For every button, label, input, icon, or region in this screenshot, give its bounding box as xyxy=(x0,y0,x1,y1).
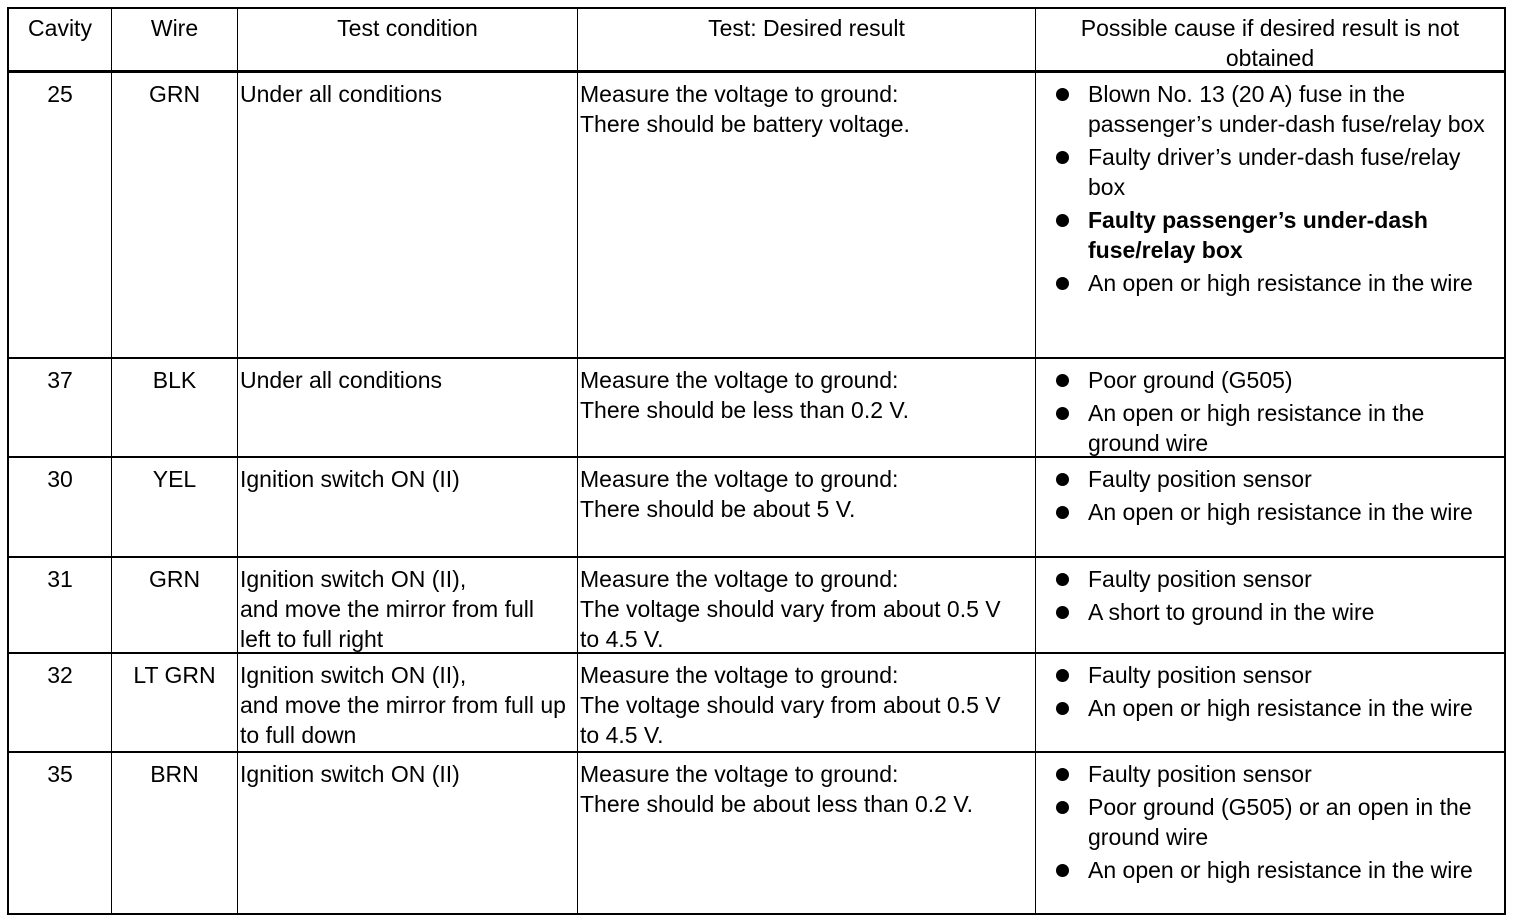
desired-result-cell: Measure the voltage to ground: There should be about less than 0.2 V. xyxy=(578,753,1036,913)
cause-item xyxy=(1036,464,1498,494)
cause-list xyxy=(1036,458,1504,527)
cause-text: An open or high resistance in the wire xyxy=(1088,499,1473,525)
test-condition-cell: Ignition switch ON (II), and move the mirror from full left to full right xyxy=(238,558,578,654)
test-condition-cell: Under all conditions xyxy=(238,73,578,359)
possible-cause-cell xyxy=(1036,558,1504,654)
header-cavity: Cavity xyxy=(9,9,112,73)
cause-list xyxy=(1036,753,1504,885)
bullet-icon xyxy=(1056,702,1069,715)
bullet-icon xyxy=(1056,768,1069,781)
cavity-cell: 35 xyxy=(9,753,112,913)
bullet-icon xyxy=(1056,214,1069,227)
cause-item xyxy=(1036,205,1498,265)
cavity-cell: 25 xyxy=(9,73,112,359)
test-condition-cell: Ignition switch ON (II) xyxy=(238,458,578,558)
bullet-icon xyxy=(1056,573,1069,586)
cause-text: Faulty position sensor xyxy=(1088,761,1312,787)
cause-text: An open or high resistance in the wire xyxy=(1088,695,1473,721)
test-condition-cell: Under all conditions xyxy=(238,359,578,458)
cause-text: An open or high resistance in the ground wire xyxy=(1088,400,1425,456)
cause-list xyxy=(1036,73,1504,298)
cause-item xyxy=(1036,759,1498,789)
cause-item xyxy=(1036,79,1498,139)
desired-result-cell: Measure the voltage to ground: There should be about 5 V. xyxy=(578,458,1036,558)
cause-item xyxy=(1036,660,1498,690)
bullet-icon xyxy=(1056,88,1069,101)
cavity-cell: 32 xyxy=(9,654,112,753)
cause-text: Faulty position sensor xyxy=(1088,662,1312,688)
cause-list xyxy=(1036,359,1504,458)
bullet-icon xyxy=(1056,374,1069,387)
desired-result-cell: Measure the voltage to ground: The voltage should vary from about 0.5 V to 4.5 V. xyxy=(578,654,1036,753)
desired-result-cell: Measure the voltage to ground: The voltage should vary from about 0.5 V to 4.5 V. xyxy=(578,558,1036,654)
header-wire: Wire xyxy=(112,9,238,73)
cavity-cell: 31 xyxy=(9,558,112,654)
test-condition-cell: Ignition switch ON (II) xyxy=(238,753,578,913)
cause-item xyxy=(1036,497,1498,527)
cause-text: A short to ground in the wire xyxy=(1088,599,1375,625)
test-condition-cell: Ignition switch ON (II), and move the mirror from full up to full down xyxy=(238,654,578,753)
cavity-cell: 37 xyxy=(9,359,112,458)
cause-text: Poor ground (G505) or an open in the ground wire xyxy=(1088,794,1472,850)
cause-item xyxy=(1036,564,1498,594)
wire-cell: BRN xyxy=(112,753,238,913)
troubleshooting-table xyxy=(7,7,1506,915)
cavity-cell: 30 xyxy=(9,458,112,558)
bullet-icon xyxy=(1056,606,1069,619)
desired-result-cell: Measure the voltage to ground: There should be battery voltage. xyxy=(578,73,1036,359)
cause-text: An open or high resistance in the wire xyxy=(1088,857,1473,883)
cause-item xyxy=(1036,365,1498,395)
possible-cause-cell xyxy=(1036,73,1504,359)
cause-list xyxy=(1036,558,1504,627)
possible-cause-cell xyxy=(1036,753,1504,913)
header-test-condition: Test condition xyxy=(238,9,578,73)
desired-result-cell: Measure the voltage to ground: There should be less than 0.2 V. xyxy=(578,359,1036,458)
bullet-icon xyxy=(1056,864,1069,877)
header-desired-result: Test: Desired result xyxy=(578,9,1036,73)
possible-cause-cell xyxy=(1036,359,1504,458)
cause-item xyxy=(1036,693,1498,723)
wire-cell: LT GRN xyxy=(112,654,238,753)
cause-text: Faulty position sensor xyxy=(1088,566,1312,592)
bullet-icon xyxy=(1056,506,1069,519)
cause-text: Faulty passenger’s under-dash fuse/relay box xyxy=(1088,207,1428,263)
cause-text: Faulty driver’s under-dash fuse/relay box xyxy=(1088,144,1461,200)
cause-item xyxy=(1036,597,1498,627)
cause-list xyxy=(1036,654,1504,723)
bullet-icon xyxy=(1056,277,1069,290)
cause-text: Faulty position sensor xyxy=(1088,466,1312,492)
cause-text: Blown No. 13 (20 A) fuse in the passenger’s under-dash fuse/relay box xyxy=(1088,81,1485,137)
bullet-icon xyxy=(1056,151,1069,164)
header-possible-cause: Possible cause if desired result is not obtained xyxy=(1036,9,1504,73)
bullet-icon xyxy=(1056,669,1069,682)
cause-item xyxy=(1036,398,1498,458)
bullet-icon xyxy=(1056,407,1069,420)
wire-cell: YEL xyxy=(112,458,238,558)
wire-cell: GRN xyxy=(112,558,238,654)
cause-item xyxy=(1036,268,1498,298)
possible-cause-cell xyxy=(1036,458,1504,558)
cause-text: An open or high resistance in the wire xyxy=(1088,270,1473,296)
bullet-icon xyxy=(1056,801,1069,814)
cause-item xyxy=(1036,142,1498,202)
cause-text: Poor ground (G505) xyxy=(1088,367,1293,393)
possible-cause-cell xyxy=(1036,654,1504,753)
cause-item xyxy=(1036,792,1498,852)
bullet-icon xyxy=(1056,473,1069,486)
cause-item xyxy=(1036,855,1498,885)
wire-cell: GRN xyxy=(112,73,238,359)
wire-cell: BLK xyxy=(112,359,238,458)
